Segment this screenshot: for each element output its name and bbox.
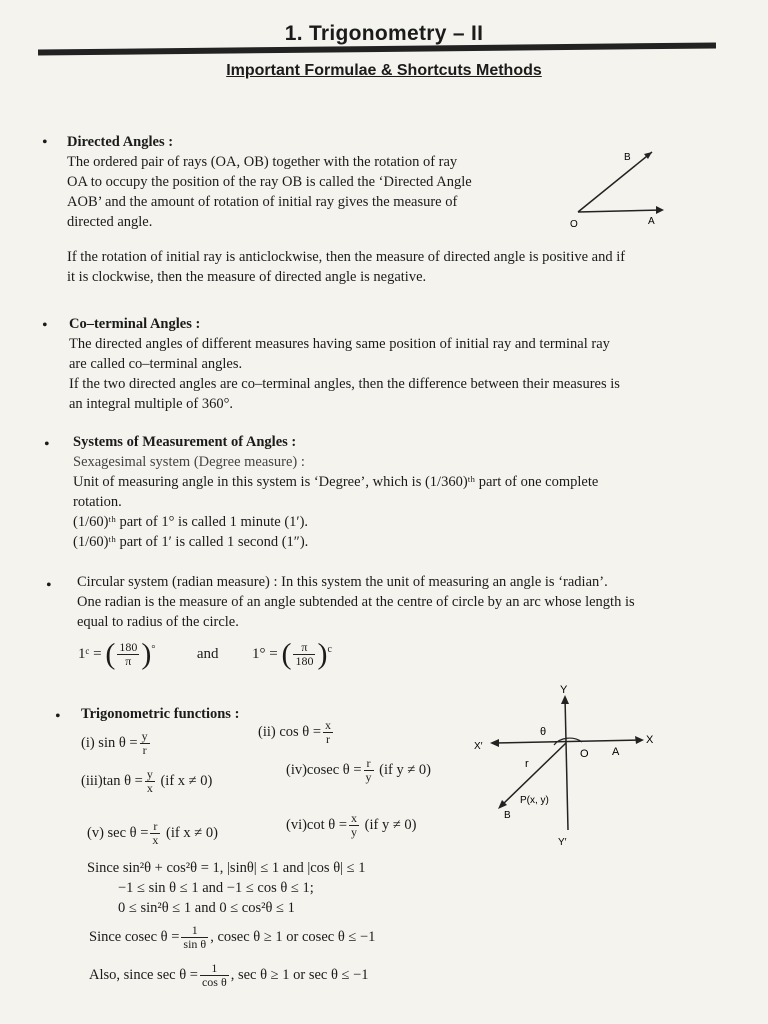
label-theta: θ <box>540 726 547 738</box>
since-cosec: Since cosec θ = $\frac{1}{\text{sin θ}}$ , cosec θ ≥ 1 or cosec θ ≤ −1 <box>89 923 376 951</box>
label-o: O <box>570 219 578 230</box>
formula-cos: (ii) cos θ = $\frac{x}{r}$ <box>258 718 332 746</box>
text-line: rotation. <box>73 494 122 510</box>
text-line: If the rotation of initial ray is anticlockwise, then the measure of directed angle is positive and if <box>67 249 626 265</box>
label-y-prime: Y′ <box>558 837 567 848</box>
also-sec: Also, since sec θ = $\frac{1}{\text{cos θ}}$ , sec θ ≥ 1 or sec θ ≤ −1 <box>89 961 369 989</box>
label-x: X <box>646 734 654 746</box>
directed-angles-section <box>67 132 557 232</box>
text-line: One radian is the measure of an angle subtended at the centre of circle by an arc whose length is <box>77 594 635 610</box>
text-line: Circular system (radian measure) : In this system the unit of measuring an angle is ‘radian’. <box>77 574 608 590</box>
text-line: The directed angles of different measures having same position of initial ray and terminal ray <box>69 336 610 352</box>
text-line: directed angle. <box>67 214 153 230</box>
range-line: −1 ≤ sin θ ≤ 1 and −1 ≤ cos θ ≤ 1; <box>118 880 314 896</box>
section-heading: Systems of Measurement of Angles : <box>73 434 297 450</box>
section-heading: Trigonometric functions : <box>81 706 240 722</box>
coterminal-section <box>69 314 729 414</box>
page-title: 1. Trigonometry – II <box>284 22 484 45</box>
formula-tan: (iii)tan θ = $\frac{y}{x}$ (if x ≠ 0) <box>81 767 213 795</box>
section-heading: Co–terminal Angles : <box>69 316 201 332</box>
fraction: $\frac{\pi}{180}$ <box>295 640 314 669</box>
directed-angle-figure <box>560 140 670 235</box>
formula-cot: (vi)cot θ = $\frac{x}{y}$ (if y ≠ 0) <box>286 811 417 839</box>
section-heading: Directed Angles : <box>67 134 174 150</box>
text-line: Unit of measuring angle in this system is ‘Degree’, which is (1/360)ᵗʰ part of one complete <box>73 474 599 490</box>
formula-sec: (v) sec θ = $\frac{r}{x}$ (if x ≠ 0) <box>87 819 218 847</box>
circular-section <box>77 572 737 632</box>
text-line: If the two directed angles are co–terminal angles, then the difference between their measures is <box>69 376 620 392</box>
bullet: • <box>42 134 48 151</box>
bullet: • <box>55 708 61 725</box>
text-line: (1/60)ᵗʰ part of 1′ is called 1 second (1″). <box>73 534 309 550</box>
text-line: (1/60)ᵗʰ part of 1° is called 1 minute (1′). <box>73 514 309 530</box>
label-r: r <box>525 758 529 770</box>
since-identity: Since sin²θ + cos²θ = 1, |sinθ| ≤ 1 and |cos θ| ≤ 1 <box>87 860 366 876</box>
text-line: OA to occupy the position of the ray OB is called the ‘Directed Angle <box>67 174 472 190</box>
text-line: The ordered pair of rays (OA, OB) together with the rotation of ray <box>67 154 458 170</box>
formula-lhs: 1ᶜ = <box>78 646 102 662</box>
bullet: • <box>44 436 50 453</box>
radian-formula: 1ᶜ = ( $\frac{180}{\pi}$ )° and 1° = ( $\frac{\pi}{180}$ )$^c$ <box>78 637 332 671</box>
subheading: Sexagesimal system (Degree measure) : <box>73 454 305 470</box>
label-p: P(x, y) <box>520 795 549 806</box>
formula-lhs: 1° = <box>251 646 278 662</box>
label-a: A <box>648 216 655 227</box>
text-line: equal to radius of the circle. <box>77 614 239 630</box>
range-line: 0 ≤ sin²θ ≤ 1 and 0 ≤ cos²θ ≤ 1 <box>118 900 295 916</box>
text-line: an integral multiple of 360°. <box>69 396 234 412</box>
directed-note <box>67 247 727 287</box>
formula-sin: (i) sin θ = $\frac{y}{r}$ <box>81 729 148 757</box>
unit-circle-figure <box>470 685 670 850</box>
formula-and: and <box>196 646 219 662</box>
text-line: are called co–terminal angles. <box>69 356 243 372</box>
label-b: B <box>624 152 631 163</box>
formula-cosec: (iv)cosec θ = $\frac{r}{y}$ (if y ≠ 0) <box>286 756 431 784</box>
bullet: • <box>42 317 48 334</box>
text-line: AOB’ and the amount of rotation of initial ray gives the measure of <box>67 194 458 210</box>
label-o: O <box>580 748 589 760</box>
label-x-prime: X′ <box>474 741 483 752</box>
page-subtitle: Important Formulae & Shortcuts Methods <box>226 62 542 79</box>
label-a: A <box>612 746 620 758</box>
bullet: • <box>46 577 52 594</box>
label-y: Y <box>560 685 568 696</box>
label-b: B <box>504 810 511 821</box>
fraction: $\frac{180}{\pi}$ <box>119 640 138 669</box>
systems-section <box>73 432 733 552</box>
text-line: it is clockwise, then the measure of directed angle is negative. <box>67 269 427 285</box>
